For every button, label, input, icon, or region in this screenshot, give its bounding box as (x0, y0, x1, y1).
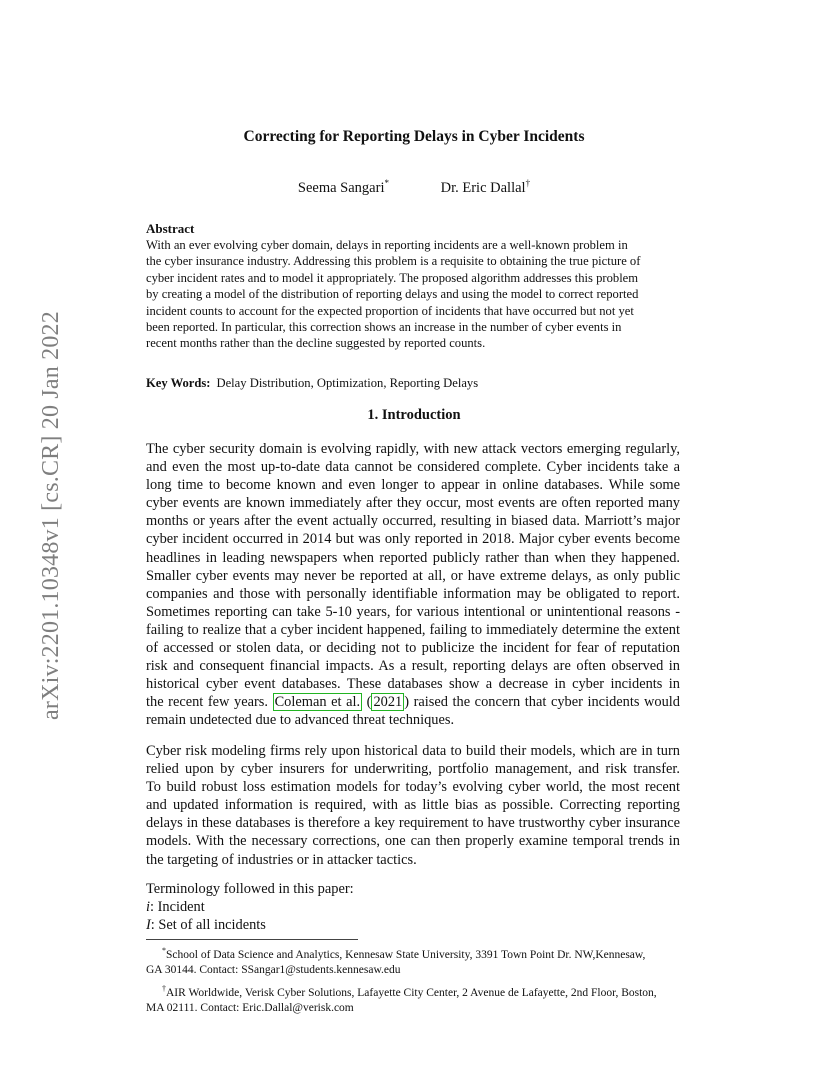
paper-title: Correcting for Reporting Delays in Cyber Incidents (243, 128, 585, 145)
footnote-divider (146, 939, 358, 940)
term-symbol: i (146, 899, 150, 916)
author-mark: † (525, 178, 531, 188)
term-definition: : Set of all incidents (150, 917, 266, 934)
paragraph-line: of accessed or stolen data, or deciding not to publicize the incident for fear of reputation (146, 640, 680, 657)
paragraph-line: risk and consequent financial impacts. As a result, reporting delays are often observed in (146, 658, 680, 675)
citation-paren: ( (362, 694, 372, 711)
paragraph-line: months or years after the event actually occurred, resulting in biased data. Marriott’s major (146, 513, 680, 530)
paragraph-line: headlines in leading newspapers when reported publicly rather than when they happened. (146, 549, 680, 566)
paragraph-line: and even the most up-to-date data cannot be considered complete. Cyber incidents take a (146, 459, 680, 476)
terminology-intro: Terminology followed in this paper: (146, 881, 354, 897)
footnote-1 (146, 943, 680, 979)
terminology-item (146, 916, 354, 934)
intro-paragraph-1 (146, 440, 680, 730)
footnote-text: School of Data Science and Analytics, Kennesaw State University, 3391 Town Point Dr. NW,Kennesaw, (166, 949, 646, 961)
keywords (146, 376, 478, 391)
author-list (0, 178, 828, 197)
citation-trail-text: ) raised the concern that cyber incidents would (404, 694, 680, 711)
terminology-item (146, 898, 354, 916)
terminology-list (146, 880, 354, 934)
paragraph-line-with-citation (146, 693, 680, 711)
footnote-mark: † (162, 983, 166, 993)
citation-lead-text: the recent few years. (146, 694, 273, 711)
section-heading-introduction: 1. Introduction (367, 407, 461, 423)
term-symbol: I (146, 917, 151, 934)
paragraph-line: remain undetected due to advanced threat techniques. (146, 712, 455, 729)
paragraph-line: companies and those with personally identifiable information may be obligated to report. (146, 585, 680, 602)
keywords-label: Key Words: (146, 376, 211, 390)
abstract-line: With an ever evolving cyber domain, delays in reporting incidents are a well-known problem in (146, 238, 628, 252)
author-mark: * (384, 178, 389, 188)
author-name: Dr. Eric Dallal (440, 180, 526, 196)
intro-paragraph-2 (146, 742, 680, 869)
paragraph-line: Smaller cyber events may never be reported at all, or have extreme delays, as only public (146, 567, 680, 584)
footnote-line: GA 30144. Contact: SSangar1@students.kennesaw.edu (146, 964, 401, 977)
paragraph-line: failing to realize that a cyber incident happened, failing to immediately determine the extent (146, 621, 680, 638)
abstract-line: by creating a model of the distribution of reporting delays and using the model to correct reported (146, 287, 639, 302)
abstract-line: recent months rather than the decline suggested by reported counts. (146, 336, 486, 351)
abstract-line: been reported. In particular, this correction shows an increase in the number of cyber events in (146, 320, 622, 335)
abstract-body (146, 237, 680, 352)
citation-link-year[interactable]: 2021 (373, 694, 403, 711)
paragraph-line: The cyber security domain is evolving rapidly, with new attack vectors emerging regularly, (146, 441, 680, 457)
paragraph-line: cyber incident occurred in 2014 but was only reported in 2018. Major cyber events become (146, 531, 680, 548)
paragraph-line: the targeting of industries or in attacker tactics. (146, 851, 417, 868)
citation-link-author[interactable]: Coleman et al. (274, 694, 361, 711)
paragraph-line: To build robust loss estimation models for today’s evolving cyber world, the most recent (146, 779, 680, 796)
abstract-line: cyber incident rates and to model it appropriately. The proposed algorithm addresses this problem (146, 270, 639, 285)
footnote-text: AIR Worldwide, Verisk Cyber Solutions, Lafayette City Center, 2 Avenue de Lafayette, 2nd Floor, Boston, (166, 986, 657, 999)
keywords-text: Delay Distribution, Optimization, Reporting Delays (216, 376, 479, 390)
term-definition: : Incident (150, 899, 205, 916)
paragraph-line: long time to become known and even longer to appear in online databases. While some (146, 477, 680, 494)
footnote-line (146, 943, 680, 963)
paragraph-line: relied upon by cyber insurers for underwriting, portfolio management, and risk transfer. (146, 761, 680, 778)
footnote-line (146, 981, 680, 1001)
paragraph-line: cyber events are known immediately after they occur, most events are often reported many (146, 495, 680, 512)
paragraph-line: delays in these databases is therefore a key requirement to have trustworthy cyber insurance (146, 815, 680, 832)
author-2 (441, 178, 530, 197)
arxiv-sidebar (37, 296, 64, 734)
paragraph-line: historical cyber event databases. These databases show a decrease in cyber incidents in (146, 676, 680, 693)
paragraph-line: Cyber risk modeling firms rely upon historical data to build their models, which are in turn (146, 743, 680, 759)
footnote-mark: * (162, 946, 166, 955)
footnote-line: MA 02111. Contact: Eric.Dallal@verisk.com (146, 1001, 354, 1014)
footnotes (146, 943, 680, 1018)
arxiv-identifier: arXiv:2201.10348v1 [cs.CR] 20 Jan 2022 (37, 310, 64, 720)
abstract-line: the cyber insurance industry. Addressing this problem is a requisite to obtaining the true picture of (146, 254, 641, 269)
paragraph-line: Sometimes reporting can take 5-10 years, for various intentional or unintentional reasons - (146, 603, 680, 620)
footnote-2 (146, 981, 680, 1017)
paragraph-line: models. With the necessary corrections, one can then properly examine temporal trends in (146, 833, 680, 850)
paragraph-line: and updated information is required, with as little bias as possible. Correcting reporting (146, 797, 680, 814)
author-1 (298, 178, 389, 197)
author-name: Seema Sangari (297, 180, 385, 196)
abstract-heading: Abstract (146, 221, 195, 236)
abstract-line: incident counts to account for the expected proportion of incidents that have occurred but not yet (146, 303, 634, 318)
